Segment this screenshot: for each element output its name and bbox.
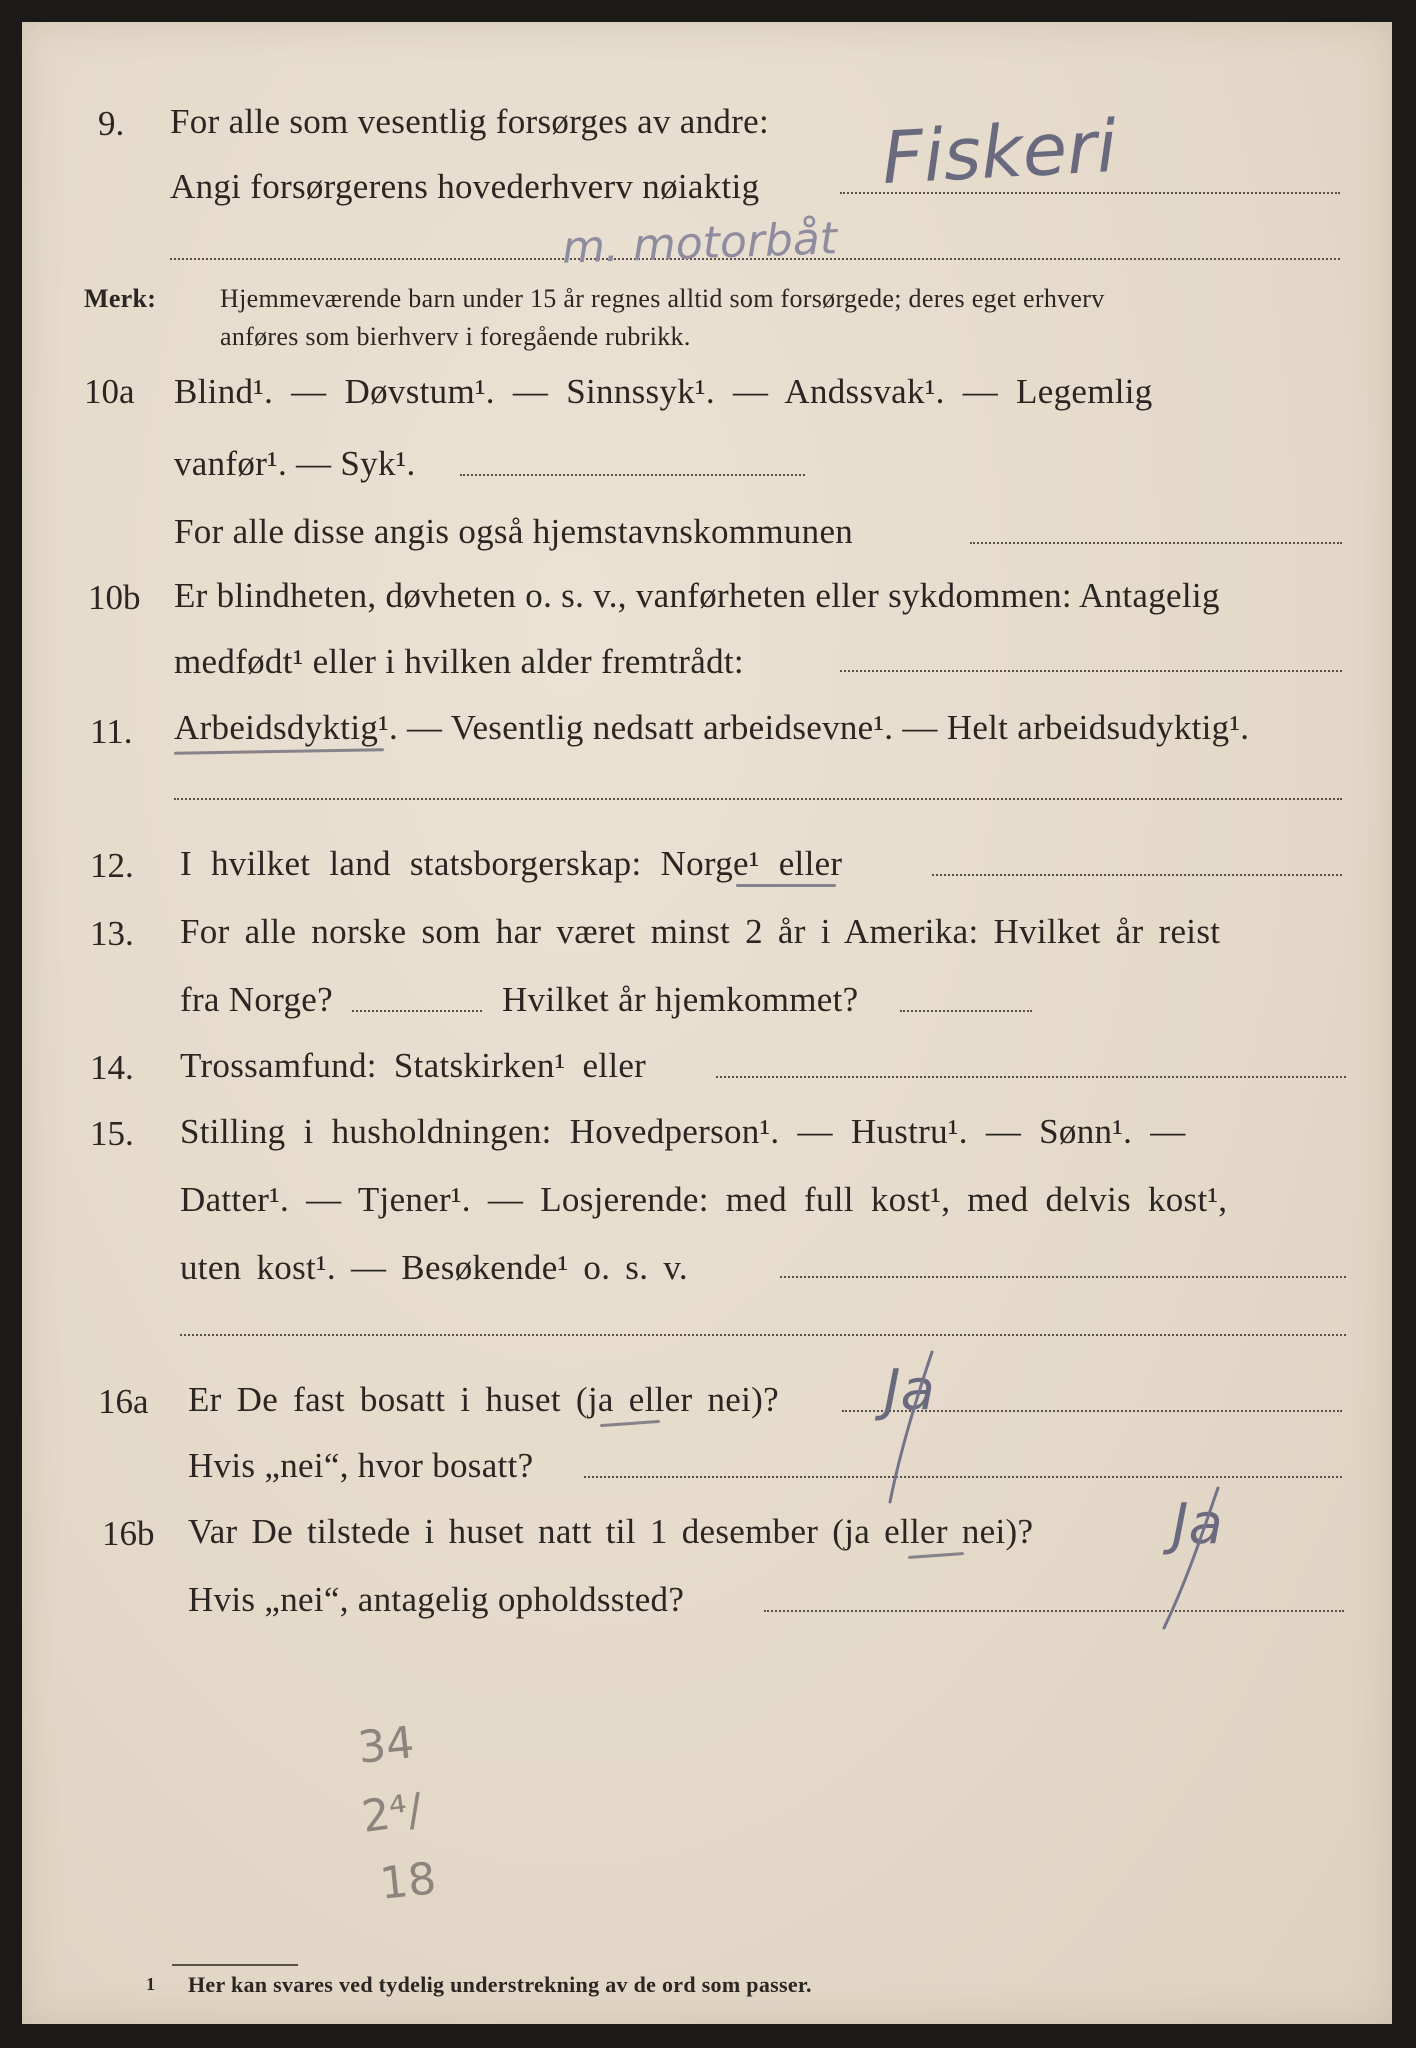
q12-dotline [932,874,1342,876]
q10a-number: 10a [84,372,135,411]
q13-number: 13. [90,914,134,953]
footnote-text: Her kan svares ved tydelig understrekning av de ord som passer. [188,1972,812,1997]
q10a-line3: For alle disse angis også hjemstavnskommunen [174,512,854,551]
q12-number: 12. [90,846,134,885]
merk-label: Merk: [84,284,157,313]
q14-dotline [716,1076,1346,1078]
q14-line1: Trossamfund: Statskirken¹ eller [180,1046,647,1085]
q11-underline-arbeidsdyktig [174,748,384,755]
q16b-check-stroke [1138,1468,1258,1648]
q16a-handwritten-answer: Ja [884,1358,935,1423]
q9-number: 9. [98,104,125,143]
q10b-number: 10b [88,578,141,617]
q12-line1: I hvilket land statsborgerskap: Norge¹ eller [180,844,843,883]
q10a-line1: Blind¹. — Døvstum¹. — Sinnssyk¹. — Andssvak¹. — Legemlig [174,372,1153,411]
q15-line1: Stilling i husholdningen: Hovedperson¹. — Hustru¹. — Sønn¹. — [180,1112,1186,1151]
q9-line1: For alle som vesentlig forsørges av andre: [170,102,770,141]
merk-line2: anføres som bierhverv i foregående rubrikk. [220,322,691,351]
q9-line2: Angi forsørgerens hovederhverv nøiaktig [170,167,760,206]
q16a-check-stroke [862,1322,982,1522]
q9-handwritten-answer2: m. motorbåt [561,213,838,274]
merk-line1: Hjemmeværende barn under 15 år regnes alltid som forsørgede; deres eget erhverv [220,284,1105,313]
q16b-line2: Hvis „nei“, antagelig opholdssted? [188,1580,685,1619]
q11-dotline [174,798,1342,800]
q14-number: 14. [90,1048,134,1087]
q12-underline-norge [736,884,836,887]
q13-hjemkommet-dotline [900,1010,1032,1012]
q10a-syk-dotline [460,474,805,476]
q15-dotline [780,1276,1346,1278]
q16a-line1: Er De fast bosatt i huset (ja eller nei)? [188,1380,779,1419]
q13-line2a: fra Norge? [180,980,333,1019]
q15-number: 15. [90,1114,134,1153]
pencil-note-3: 18 [377,1853,439,1910]
footnote-rule [172,1964,298,1966]
q16b-handwritten-answer: Ja [1172,1492,1223,1557]
q15-line3: uten kost¹. — Besøkende¹ o. s. v. [180,1248,688,1287]
q10a-kommune-dotline [970,542,1342,544]
q13-reist-dotline [352,1010,482,1012]
q11-number: 11. [90,712,133,751]
q10b-line1: Er blindheten, døvheten o. s. v., vanførheten eller sykdommen: Antagelig [174,576,1220,615]
q16a-number: 16a [98,1382,149,1421]
q11-line1: Arbeidsdyktig¹. — Vesentlig nedsatt arbeidsevne¹. — Helt arbeidsudyktig¹. [174,708,1250,747]
q13-line2b: Hvilket år hjemkommet? [502,980,859,1019]
q10b-line2: medfødt¹ eller i hvilken alder fremtrådt: [174,642,744,681]
q15-line2: Datter¹. — Tjener¹. — Losjerende: med full kost¹, med delvis kost¹, [180,1180,1228,1219]
footnote-mark: 1 [146,1974,156,1994]
q10a-line2: vanfør¹. — Syk¹. [174,444,416,483]
q13-line1: For alle norske som har været minst 2 år i Amerika: Hvilket år reist [180,912,1221,951]
pencil-note-2: 2⁴/ [358,1784,426,1843]
q9-handwritten-answer1: Fiskeri [879,103,1119,201]
q16a-underline-ja [600,1420,660,1427]
census-form-page [22,22,1392,2024]
q15-second-dotline [180,1334,1346,1336]
q10b-dotline [840,670,1342,672]
q16b-line1: Var De tilstede i huset natt til 1 desember (ja eller nei)? [188,1512,1034,1551]
q16a-line2: Hvis „nei“, hvor bosatt? [188,1446,534,1485]
q16b-number: 16b [102,1514,155,1553]
q16b-underline-ja [908,1552,964,1559]
pencil-note-1: 34 [355,1717,417,1774]
